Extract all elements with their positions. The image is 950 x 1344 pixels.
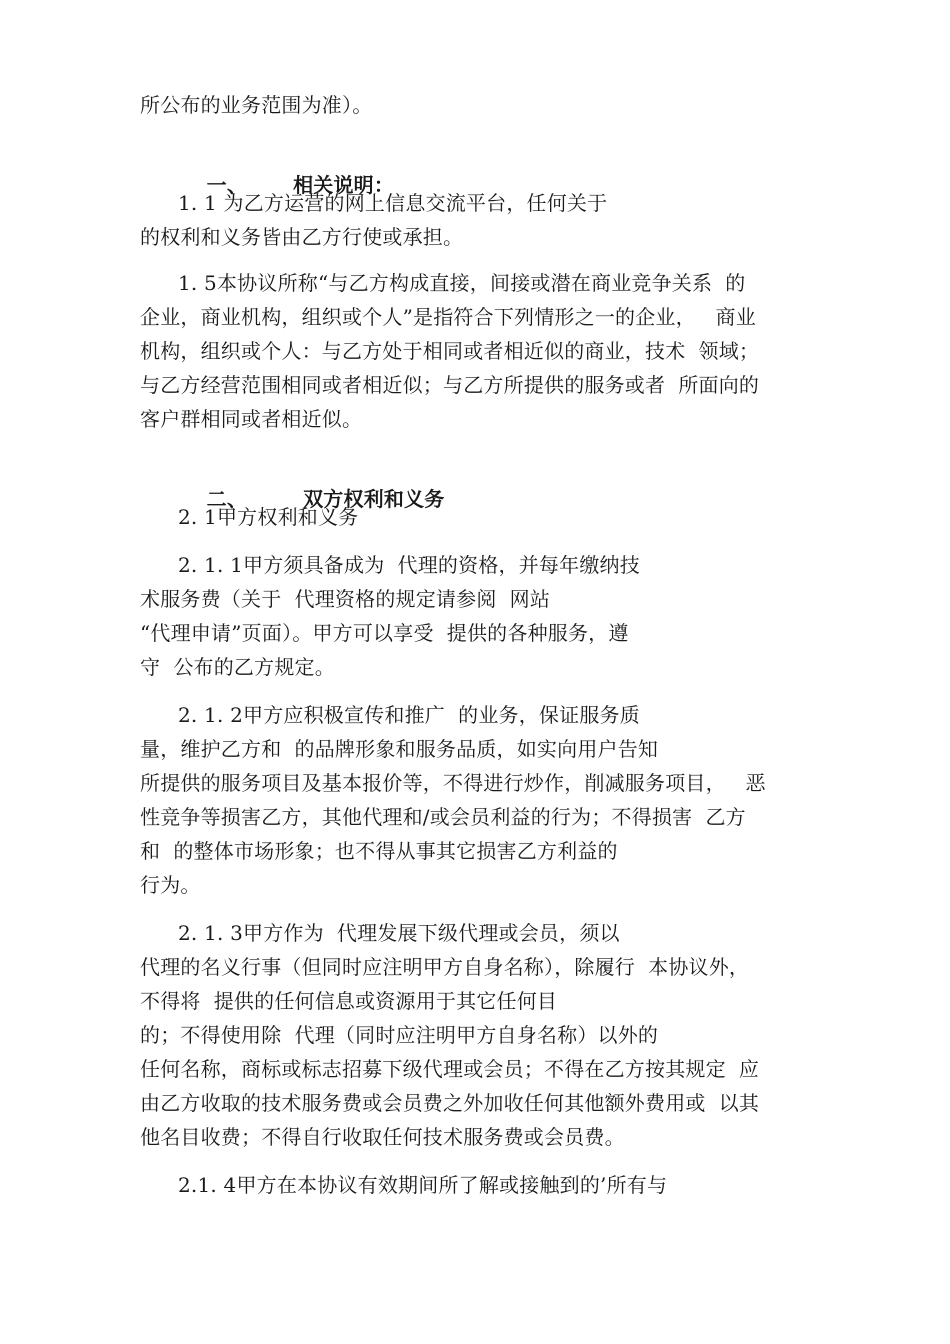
paragraph-line: 所公布的业务范围为准）。 bbox=[140, 93, 373, 117]
paragraph-line: 机构，组织或个人：与乙方处于相同或者相近似的商业，技术 领域； bbox=[140, 339, 760, 363]
paragraph-line: 和 的整体市场形象；也不得从事其它损害乙方利益的 bbox=[140, 839, 618, 863]
paragraph-line: 2. 1甲方权利和义务 bbox=[178, 505, 359, 529]
paragraph-line: “代理申请”页面）。甲方可以享受 提供的各种服务，遵 bbox=[140, 621, 629, 645]
paragraph-line: 2. 1. 1甲方须具备成为 代理的资格，并每年缴纳技 bbox=[178, 553, 640, 577]
paragraph-line: 他名目收费；不得自行收取任何技术服务费或会员费。 bbox=[140, 1125, 625, 1149]
paragraph-line: 1. 1 为乙方运营的网上信息交流平台，任何关于 bbox=[178, 191, 608, 215]
paragraph-line: 术服务费（关于 代理资格的规定请参阅 网站 bbox=[140, 587, 551, 611]
heading-number: 二、 bbox=[206, 487, 248, 511]
paragraph-line: 所提供的服务项目及基本报价等，不得进行炒作，削减服务项目， 恶 bbox=[140, 771, 766, 795]
paragraph-line: 任何名称，商标或标志招募下级代理或会员；不得在乙方按其规定 应 bbox=[140, 1057, 760, 1081]
paragraph-line: 行为。 bbox=[140, 873, 201, 897]
paragraph-line: 的权利和义务皆由乙方行使或承担。 bbox=[140, 225, 464, 249]
heading-title: 相关说明： bbox=[293, 173, 395, 197]
paragraph-line: 不得将 提供的任何信息或资源用于其它任何目 bbox=[140, 989, 558, 1013]
paragraph-line: 量，维护乙方和 的品牌形象和服务品质，如实向用户告知 bbox=[140, 737, 659, 761]
paragraph-line: 与乙方经营范围相同或者相近似；与乙方所提供的服务或者 所面向的 bbox=[140, 373, 760, 397]
paragraph-line: 2.1. 4甲方在本协议有效期间所了解或接触到的’所有与 bbox=[178, 1173, 668, 1197]
heading-number: 一、 bbox=[206, 173, 248, 197]
heading-title: 双方权利和义务 bbox=[303, 487, 445, 511]
paragraph-line: 2. 1. 2甲方应积极宣传和推广 的业务，保证服务质 bbox=[178, 703, 640, 727]
paragraph-line: 由乙方收取的技术服务费或会员费之外加收任何其他额外费用或 以其 bbox=[140, 1091, 760, 1115]
paragraph-line: 客户群相同或者相近似。 bbox=[140, 407, 363, 431]
paragraph-line: 2. 1. 3甲方作为 代理发展下级代理或会员，须以 bbox=[178, 921, 620, 945]
paragraph-line: 性竞争等损害乙方，其他代理和/或会员利益的行为；不得损害 乙方 bbox=[140, 805, 746, 829]
paragraph-line: 企业，商业机构，组织或个人”是指符合下列情形之一的企业， 商业 bbox=[140, 305, 756, 329]
paragraph-line: 1. 5本协议所称“与乙方构成直接，间接或潜在商业竞争关系 的 bbox=[178, 271, 746, 295]
paragraph-line: 代理的名义行事（但同时应注明甲方自身名称），除履行 本协议外， bbox=[140, 955, 750, 979]
paragraph-line: 的；不得使用除 代理（同时应注明甲方自身名称）以外的 bbox=[140, 1023, 659, 1047]
paragraph-line: 守 公布的乙方规定。 bbox=[140, 655, 335, 679]
